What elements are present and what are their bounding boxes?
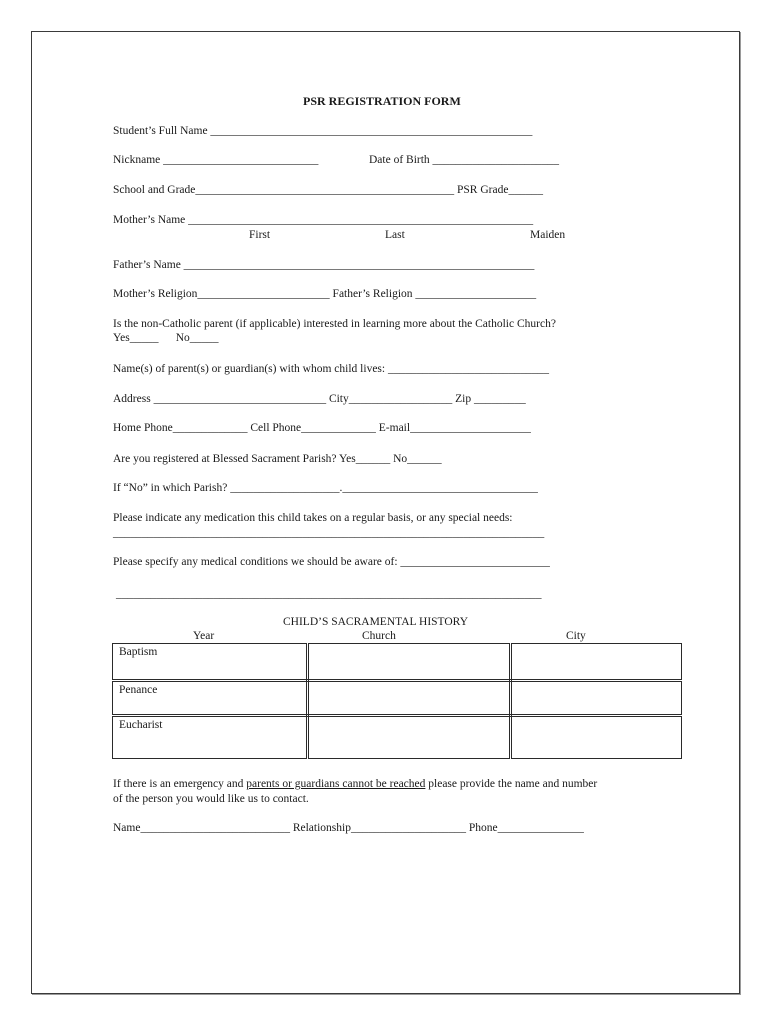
emergency-contact-fields[interactable]: Name__________________________ Relationship____________________ Phone_______________ xyxy=(113,822,584,834)
address-field[interactable]: Address ______________________________ City__________________ Zip _________ xyxy=(113,393,526,405)
table-row xyxy=(113,644,682,681)
which-parish-field[interactable]: If “No” in which Parish? ___________________.__________________________________ xyxy=(113,482,538,494)
emergency-instructions-line2: of the person you would like us to contact. xyxy=(113,793,309,805)
form-title: PSR REGISTRATION FORM xyxy=(303,94,461,108)
phone-email-fields[interactable]: Home Phone_____________ Cell Phone_____________ E-mail_____________________ xyxy=(113,422,531,434)
father-name-field[interactable]: Father’s Name _____________________________________________________________ xyxy=(113,259,535,271)
baptism-city-cell[interactable] xyxy=(511,644,682,681)
medication-question: Please indicate any medication this child takes on a regular basis, or any special needs: xyxy=(113,512,513,524)
baptism-label: Baptism xyxy=(113,644,308,681)
penance-church-cell[interactable] xyxy=(308,681,511,716)
nickname-field[interactable]: Nickname ___________________________ xyxy=(113,154,319,166)
religion-fields[interactable]: Mother’s Religion_______________________ Father’s Religion _____________________ xyxy=(113,288,537,300)
baptism-church-cell[interactable] xyxy=(308,644,511,681)
date-of-birth-field[interactable]: Date of Birth ______________________ xyxy=(369,154,560,166)
column-header-city: City xyxy=(566,630,586,642)
student-name-field[interactable]: Student’s Full Name ________________________________________________________ xyxy=(113,125,533,137)
penance-label: Penance xyxy=(113,681,308,716)
eucharist-city-cell[interactable] xyxy=(511,716,682,759)
eucharist-label: Eucharist xyxy=(113,716,308,759)
mother-first-label: First xyxy=(249,229,271,241)
emergency-text-end: please provide the name and number xyxy=(425,778,598,790)
mother-name-field[interactable]: Mother’s Name ____________________________________________________________ xyxy=(113,214,534,226)
school-grade-field[interactable]: School and Grade_____________________________________________ PSR Grade______ xyxy=(113,184,543,196)
table-row xyxy=(113,681,682,716)
mother-maiden-label: Maiden xyxy=(530,229,566,241)
emergency-instructions xyxy=(113,777,597,791)
guardians-field[interactable]: Name(s) of parent(s) or guardian(s) with whom child lives: ____________________________ xyxy=(113,363,549,375)
medical-conditions-field[interactable]: Please specify any medical conditions we should be aware of: __________________________ xyxy=(113,556,550,568)
noncatholic-question: Is the non-Catholic parent (if applicable) interested in learning more about the Catholic Church? xyxy=(113,318,556,330)
emergency-text-start: If there is an emergency and xyxy=(113,778,247,790)
column-header-year: Year xyxy=(193,630,215,642)
medication-line[interactable]: ___________________________________________________________________________ xyxy=(113,527,545,539)
column-header-church: Church xyxy=(362,630,396,642)
penance-city-cell[interactable] xyxy=(511,681,682,716)
noncatholic-answers[interactable]: Yes_____ No_____ xyxy=(113,332,219,344)
emergency-text-underlined: parents or guardians cannot be reached xyxy=(246,778,426,790)
mother-last-label: Last xyxy=(385,229,405,241)
sacramental-history-title: CHILD’S SACRAMENTAL HISTORY xyxy=(283,616,469,628)
sacramental-history-table xyxy=(112,643,682,759)
registered-parish-field[interactable]: Are you registered at Blessed Sacrament Parish? Yes______ No______ xyxy=(113,453,442,465)
medical-conditions-line[interactable]: __________________________________________________________________________ xyxy=(116,588,542,600)
table-row xyxy=(113,716,682,759)
eucharist-church-cell[interactable] xyxy=(308,716,511,759)
